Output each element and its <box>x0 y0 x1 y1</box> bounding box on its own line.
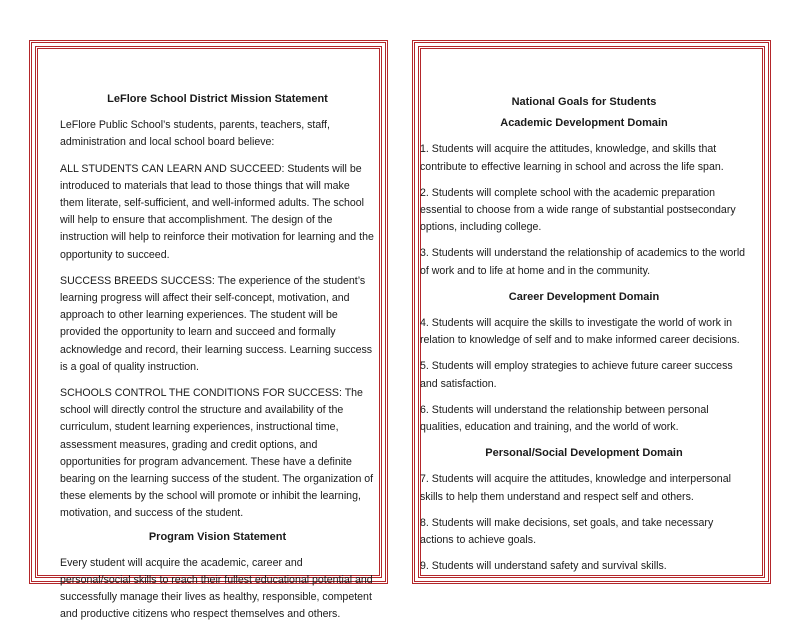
left-panel-content <box>60 91 375 633</box>
goals-title: National Goals for Students <box>511 96 657 108</box>
goal-item: 3. Students will understand the relationship of academics to the world of work and to life at home and in the community. <box>420 247 746 277</box>
right-panel-content <box>420 94 748 584</box>
vision-text: Every student will acquire the academic, career and personal/social skills to reach their fullest educational potential and successfully manage their lives as healthy, responsible, competent and productive citizens who respect themselves and others. <box>60 556 373 621</box>
mission-paragraph: SCHOOLS CONTROL THE CONDITIONS FOR SUCCESS: The school will directly control the structure and availability of the curriculum, student learning experiences, instructional time, assessment measures, grading and credit options, and opportunities for program advancement. These have a definite bearing on the learning success of the student. The organization of these elements by the school will promote or inhibit the learning, motivation, and success of the student. <box>60 387 374 520</box>
mission-paragraph: SUCCESS BREEDS SUCCESS: The experience of the student’s learning progress will affect their self-concept, motivation, and approach to other learning experiences. The student will be provided the opportunity to learn and succeed and formally acknowledge and record, their learning success. Learning success is a goal of quality instruction. <box>60 274 373 373</box>
goal-item: 8. Students will make decisions, set goals, and take necessary actions to achieve goals. <box>420 516 714 547</box>
goal-item: 7. Students will acquire the attitudes, knowledge and interpersonal skills to help them understand and respect self and others. <box>420 473 731 503</box>
mission-intro: LeFlore Public School’s students, parents, teachers, staff, administration and local school board believe: <box>60 119 330 149</box>
goal-item: 6. Students will understand the relationship between personal qualities, education and training, and the world of work. <box>420 403 709 434</box>
domain-heading-career: Career Development Domain <box>508 290 660 303</box>
vision-title: Program Vision Statement <box>148 530 287 543</box>
goal-item: 9. Students will understand safety and survival skills. <box>420 560 667 573</box>
goal-item: 2. Students will complete school with the academic preparation essential to choose from a wide range of substantial postsecondary options, including college. <box>420 186 736 234</box>
mission-title: LeFlore School District Mission Statement <box>107 93 328 105</box>
mission-paragraph: ALL STUDENTS CAN LEARN AND SUCCEED: Students will be introduced to materials that lead to those things that will make them literate, self-sufficient, and well-informed adults. The school will help to ensure that accomplishment. The design of the instruction will help to reinforce their motivation for learning and the opportunity to succeed. <box>60 162 374 261</box>
domain-heading-personal-social: Personal/Social Development Domain <box>485 447 683 460</box>
domain-heading-academic: Academic Development Domain <box>500 117 668 130</box>
goal-item: 4. Students will acquire the skills to investigate the world of work in relation to knowledge of self and to make informed career decisions. <box>420 317 740 347</box>
goal-item: 1. Students will acquire the attitudes, knowledge, and skills that contribute to effective learning in school and across the life span. <box>420 143 724 173</box>
goal-item: 5. Students will employ strategies to achieve future career success and satisfaction. <box>420 360 733 390</box>
